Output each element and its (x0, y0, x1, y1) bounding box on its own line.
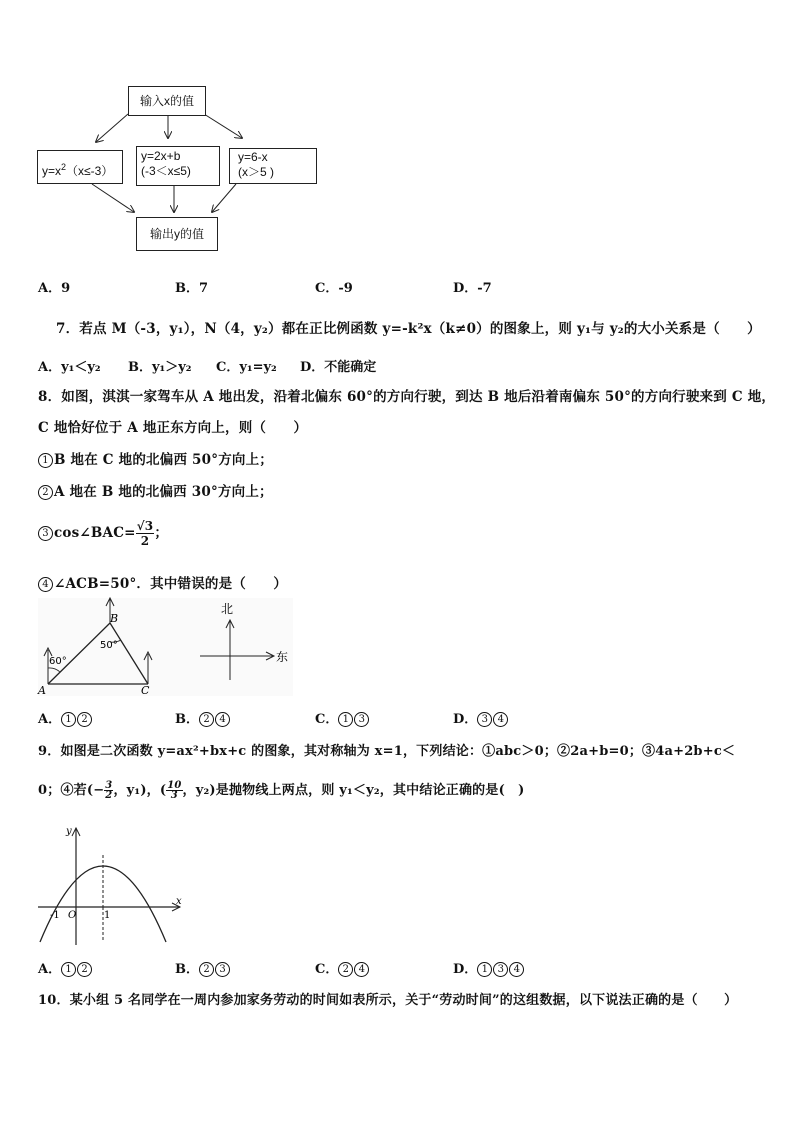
label-B: B (110, 612, 119, 625)
q7-option-a[interactable]: A．y₁＜y₂ (38, 360, 101, 375)
q8-triangle-figure (38, 598, 298, 698)
q8-stem-line1: 8．如图，淇淇一家驾车从 A 地出发，沿着北偏东 60°的方向行驶，到达 B 地后沿着南偏东 50°的方向行驶来到 C 地， (38, 389, 776, 405)
q9-option-b[interactable] (175, 958, 231, 977)
statement-text: cos∠BAC= (54, 525, 136, 541)
circled-number: 3 (215, 962, 230, 977)
fraction-denominator: 2 (105, 790, 113, 801)
option-letter: A． (38, 281, 62, 296)
circled-number: 2 (199, 962, 214, 977)
option-text (61, 962, 93, 977)
option-letter: D． (453, 962, 478, 977)
q8-option-d[interactable] (453, 708, 509, 727)
branch3-box (229, 148, 317, 184)
label-C: C (141, 684, 150, 697)
option-letter: C． (315, 962, 339, 977)
tick-label-minus1: -1 (50, 910, 60, 921)
circled-number: 1 (477, 962, 492, 977)
option-text (477, 962, 525, 977)
input-label: 输入x的值 (139, 94, 194, 108)
option-text: 9 (61, 281, 71, 296)
flowchart-arrows (0, 0, 794, 260)
q8-option-b[interactable] (175, 708, 231, 727)
option-text: 7 (199, 281, 209, 296)
option-letter: C． (315, 712, 339, 727)
circled-number: 4 (354, 962, 369, 977)
option-letter: B． (175, 962, 199, 977)
circled-number: 4 (509, 962, 524, 977)
stem-text: 0；④若( (38, 783, 94, 798)
option-text: -9 (338, 281, 353, 296)
option-text (199, 712, 231, 727)
branch3-condition: (x＞5 ) (238, 165, 275, 179)
option-letter: A． (38, 962, 62, 977)
branch2-formula: y=2x+b (141, 149, 181, 163)
label-angle-60: 60° (49, 656, 67, 667)
option-letter: C． (315, 281, 339, 296)
label-north: 北 (221, 602, 234, 616)
circled-number: 1 (338, 712, 353, 727)
branch2-box (136, 146, 220, 186)
option-text (477, 712, 509, 727)
q7-option-c[interactable]: C．y₁=y₂ (216, 360, 277, 375)
statement-text: B 地在 C 地的北偏西 50°方向上； (54, 452, 273, 468)
q7-stem: 7．若点 M（-3，y₁），N（4，y₂）都在正比例函数 y=-k²x（k≠0）的图象上，则 y₁与 y₂的大小关系是（ ） (56, 321, 761, 337)
q9-stem-line1: 9．如图是二次函数 y=ax²+bx+c 的图象，其对称轴为 x=1，下列结论：①abc＞0；②2a+b=0；③4a+2b+c＜ (38, 744, 736, 759)
fraction-numerator: √3 (136, 519, 154, 533)
statement-text: A 地在 B 地的北偏西 30°方向上； (54, 484, 273, 500)
fraction-sign: − (93, 783, 105, 798)
q9-parabola-graph (30, 820, 190, 950)
circled-number: 1 (61, 712, 76, 727)
option-letter: B． (175, 281, 199, 296)
axis-label-x: x (176, 896, 182, 907)
q8-statement-3: 3 cos∠BAC= $\frac{√3}{2}$ ； (38, 513, 168, 553)
circled-number: 2 (199, 712, 214, 727)
label-angle-50: 50° (100, 640, 118, 651)
q8-option-c[interactable] (315, 708, 370, 727)
branch3-formula: y=6-x (238, 150, 268, 164)
branch2-condition: (-3＜x≤5) (141, 164, 191, 178)
circled-number: 3 (354, 712, 369, 727)
option-letter: A． (38, 712, 62, 727)
circled-number: 4 (215, 712, 230, 727)
branch1-exponent: 2 (61, 162, 67, 172)
label-A: A (38, 684, 46, 697)
q9-stem-line2 (38, 776, 524, 806)
branch1-box (37, 150, 123, 184)
q8-statement-2: 2 A 地在 B 地的北偏西 30°方向上； (38, 480, 273, 500)
label-east: 东 (276, 650, 289, 664)
q9-option-c[interactable] (315, 958, 370, 977)
q7-option-b[interactable]: B．y₁＞y₂ (128, 360, 192, 375)
option-text (199, 962, 231, 977)
q7-option-d[interactable]: D．不能确定 (300, 360, 377, 375)
circled-number: 1 (61, 962, 76, 977)
fraction-numerator: 10 (167, 780, 182, 791)
q8-statement-4: 4 ∠ACB=50°．其中错误的是（ ） (38, 572, 287, 592)
stem-text: ，y₁)，( (113, 783, 167, 798)
option-letter: B． (175, 712, 199, 727)
q10-stem: 10．某小组 5 名同学在一周内参加家务劳动的时间如表所示，关于“劳动时间”的这组数据，以下说法正确的是（ ） (38, 993, 738, 1008)
statement-text: ∠ACB=50°．其中错误的是（ ） (54, 576, 288, 592)
branch1-formula: y=x (42, 164, 62, 178)
circled-number: 2 (77, 712, 92, 727)
tick-label-1: 1 (104, 910, 111, 921)
option-text (338, 962, 370, 977)
circled-number: 3 (477, 712, 492, 727)
input-box (128, 86, 206, 116)
q8-stem-line2: C 地恰好位于 A 地正东方向上，则（ ） (38, 420, 308, 436)
q6-option-a[interactable] (38, 277, 70, 296)
fraction-numerator: 3 (105, 780, 113, 791)
option-text (61, 712, 93, 727)
option-letter: D． (453, 712, 478, 727)
circled-number: 4 (493, 712, 508, 727)
output-label: 输出y的值 (149, 227, 204, 241)
statement-suffix: ； (154, 525, 169, 541)
fraction-denominator: 3 (170, 790, 178, 801)
branch1-condition: （x≤-3） (66, 164, 114, 178)
output-box (136, 217, 218, 251)
circled-number: 2 (338, 962, 353, 977)
option-text: -7 (477, 281, 492, 296)
axis-label-y: y (66, 826, 72, 837)
q8-option-a[interactable] (38, 708, 93, 727)
q9-option-d[interactable] (453, 958, 525, 977)
q6-option-d[interactable] (453, 277, 492, 296)
q6-option-c[interactable] (315, 277, 353, 296)
fraction-denominator: 2 (140, 534, 150, 548)
q8-statement-1: 1 B 地在 C 地的北偏西 50°方向上； (38, 448, 273, 468)
circled-number: 3 (493, 962, 508, 977)
q6-option-b[interactable] (175, 277, 208, 296)
stem-text: ，y₂)是抛物线上两点，则 y₁＜y₂，其中结论正确的是( ) (182, 783, 525, 798)
option-text (338, 712, 370, 727)
q9-option-a[interactable] (38, 958, 93, 977)
origin-label: O (68, 910, 77, 921)
circled-number: 2 (77, 962, 92, 977)
option-letter: D． (453, 281, 478, 296)
